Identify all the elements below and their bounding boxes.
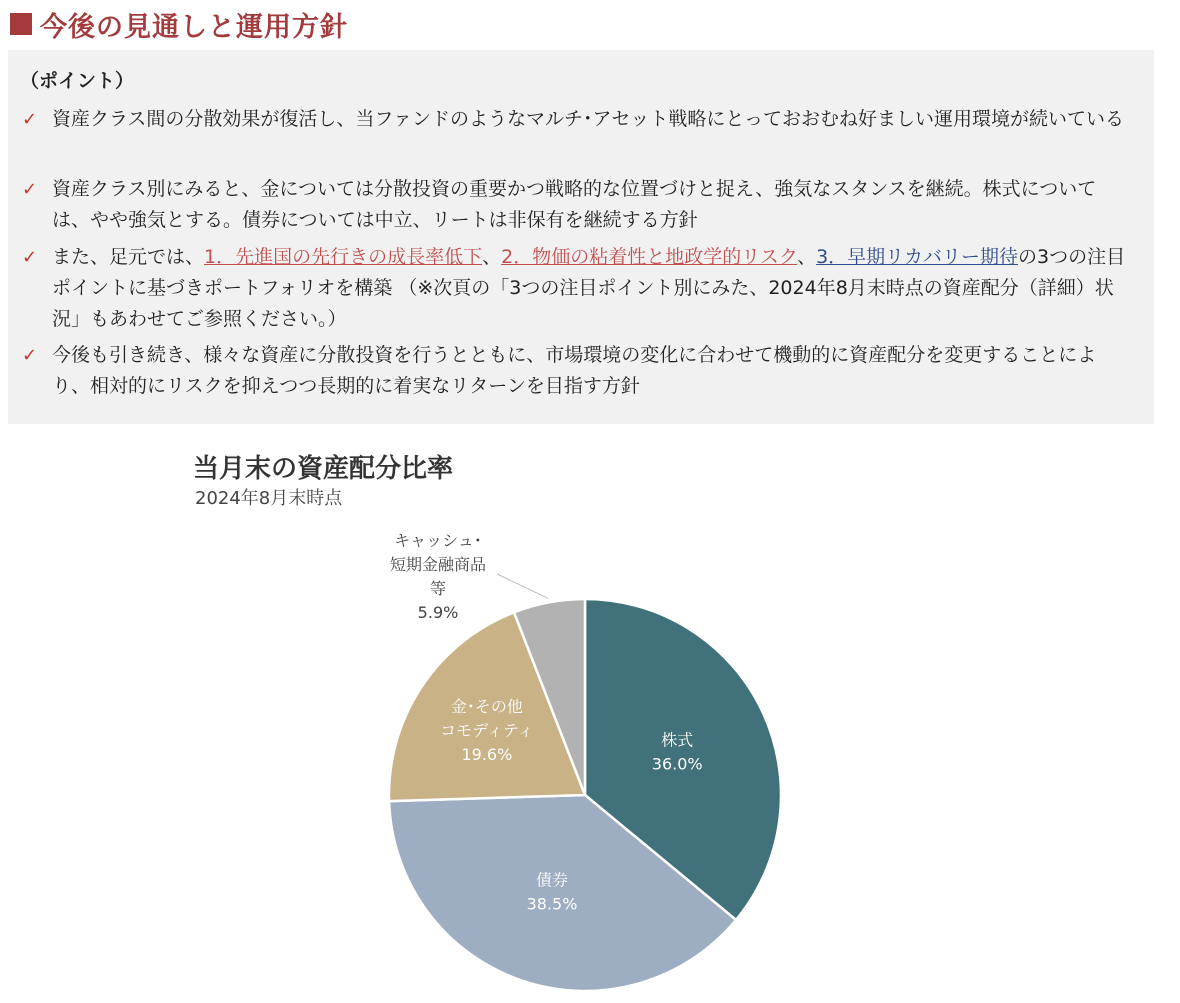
separator: 、 xyxy=(482,246,502,268)
focus-point-link-1[interactable]: 1．先進国の先行きの成長率低下 xyxy=(204,246,483,268)
slice-value-label: 36.0% xyxy=(651,754,703,774)
focus-point-link-2[interactable]: 2．物価の粘着性と地政学的リスク xyxy=(501,246,798,268)
chart-title: 当月末の資産配分比率 xyxy=(193,454,454,484)
chart-subtitle: 2024年8月末時点 xyxy=(195,488,343,509)
leader-line xyxy=(497,574,548,598)
point-item-text: 資産クラス別にみると、金については分散投資の重要かつ戦略的な位置づけと捉え、強気なスタンスを継続。株式については、やや強気とする。債券については中立、リートは非保有を継続する方針 xyxy=(52,178,1097,231)
point-item-text: 資産クラス間の分散効果が復活し、当ファンドのようなマルチ･アセット戦略にとっておおむね好ましい運用環境が続いている xyxy=(52,108,1124,130)
point-item-text: 今後も引き続き、様々な資産に分散投資を行うとともに、市場環境の変化に合わせて機動的に資産配分を変更することにより、相対的にリスクを抑えつつ長期的に着実なリターンを目指す方針 xyxy=(52,344,1097,397)
slice-category-label: 債券 xyxy=(535,870,568,890)
heading-title: 今後の見通しと運用方針 xyxy=(40,11,348,43)
point-item-pre: また、足元では、 xyxy=(52,246,205,268)
pie-slices xyxy=(389,599,781,991)
slice-category-label: キャッシュ･ xyxy=(394,531,482,550)
separator: 、 xyxy=(797,246,817,268)
points-title: （ポイント） xyxy=(20,70,135,92)
slice-value-label: 5.9% xyxy=(417,603,459,622)
check-icon: ✓ xyxy=(22,179,38,200)
slice-value-label: 38.5% xyxy=(526,894,578,914)
check-icon: ✓ xyxy=(22,109,38,130)
slice-category-label: 株式 xyxy=(661,730,694,750)
slice-category-label: 等 xyxy=(429,579,447,598)
check-icon: ✓ xyxy=(22,345,38,366)
slice-category-label: 金･その他 xyxy=(450,697,523,717)
check-icon: ✓ xyxy=(22,247,38,268)
point-item-post: の3つの注目ポイントに基づきポートフォリオを構築 （※次頁の「3つの注目ポイント別にみた、2024年8月末時点の資産配分（詳細）状況」もあわせてご参照ください。） xyxy=(52,246,1126,330)
slice-category-label: コモディティ xyxy=(440,721,534,741)
slice-category-label: 短期金融商品 xyxy=(389,555,487,574)
slice-value-label: 19.6% xyxy=(461,745,513,765)
focus-point-link-3[interactable]: 3．早期リカバリー期待 xyxy=(816,246,1018,268)
